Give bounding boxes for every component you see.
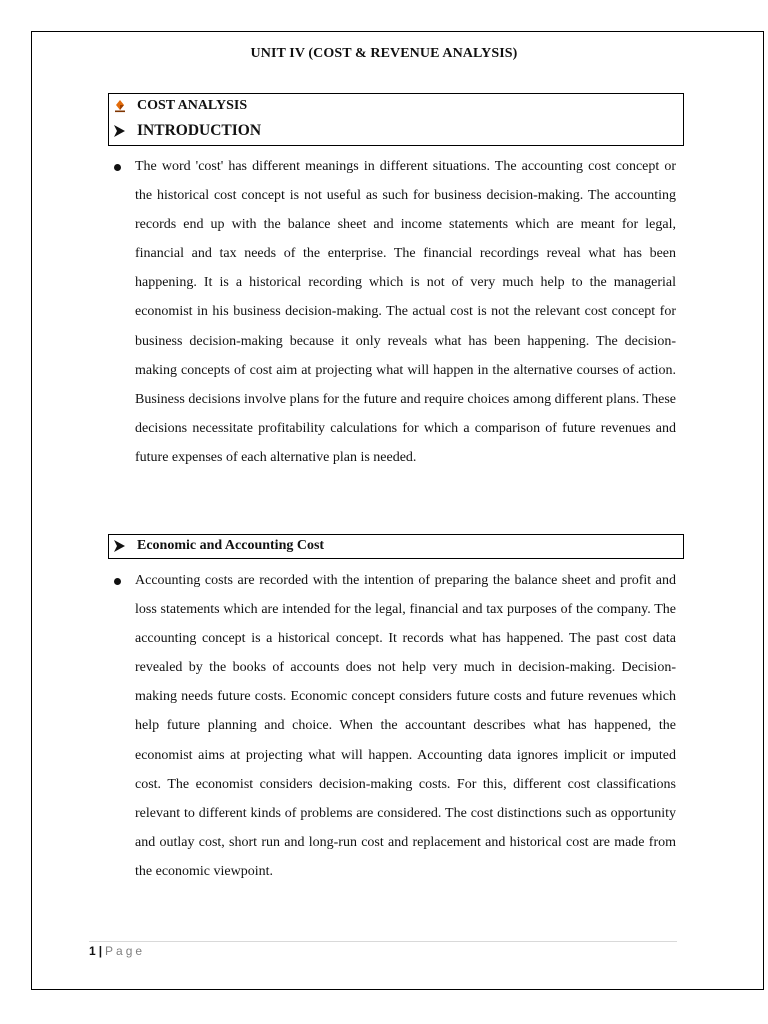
page-label: Page (105, 944, 146, 958)
heading-cost-analysis (113, 98, 247, 114)
diamond-bullet-icon (113, 99, 127, 113)
page-footer (89, 944, 145, 958)
heading-introduction-text: INTRODUCTION (137, 122, 262, 139)
arrow-bullet-icon (113, 539, 127, 553)
heading-cost-analysis-text: COST ANALYSIS (137, 98, 248, 113)
heading-box-economic-accounting-cost (108, 534, 684, 559)
bullet-dot (114, 164, 121, 171)
economic-accounting-cost-paragraph: Accounting costs are recorded with the intention of preparing the balance sheet and profit and loss statements which are intended for the legal, financial and tax purposes of the company. The accounting concept is a historical concept. It records what has happened. The past cost data revealed by the books of accounts does not help very much in decision-making. Decision-making needs future costs. Economic concept considers future costs and future revenues which help future planning and choice. When the accountant describes what has happened, the economist aims at projecting what will happen. Accounting data ignores implicit or imputed cost. The economist considers decision-making costs. For this, different cost classifications relevant to different kinds of problems are considered. The cost distinctions such as opportunity and outlay cost, short run and long-run cost and replacement and historical cost are made from the economic viewpoint. (135, 573, 676, 879)
footer-divider (89, 941, 677, 942)
page-number: 1 (89, 944, 96, 958)
heading-introduction (113, 122, 261, 140)
heading-box-introduction (108, 93, 684, 146)
arrow-bullet-icon (113, 124, 127, 138)
footer-separator: | (98, 944, 103, 958)
introduction-paragraph: The word 'cost' has different meanings in different situations. The accounting cost concept or the historical cost concept is not useful as such for business decision-making. The accounting records end up with the balance sheet and income statements which are meant for legal, financial and tax needs of the enterprise. The financial recordings reveal what has been happening. It is a historical recording which is not of very much help to the managerial economist in his business decision-making. The actual cost is not the relevant cost concept for business decision-making because it only reveals what has been happening. The decision-making concepts of cost aim at projecting what will happen in the alternative courses of action. Business decisions involve plans for the future and require choices among different plans. These decisions necessitate profitability calculations for which a comparison of future revenues and future expenses of each alternative plan is needed. (135, 159, 676, 465)
document-title: UNIT IV (COST & REVENUE ANALYSIS) (250, 46, 518, 61)
heading-economic-accounting-cost (113, 538, 324, 554)
bullet-dot (114, 578, 121, 585)
heading-economic-accounting-cost-text: Economic and Accounting Cost (137, 538, 325, 553)
